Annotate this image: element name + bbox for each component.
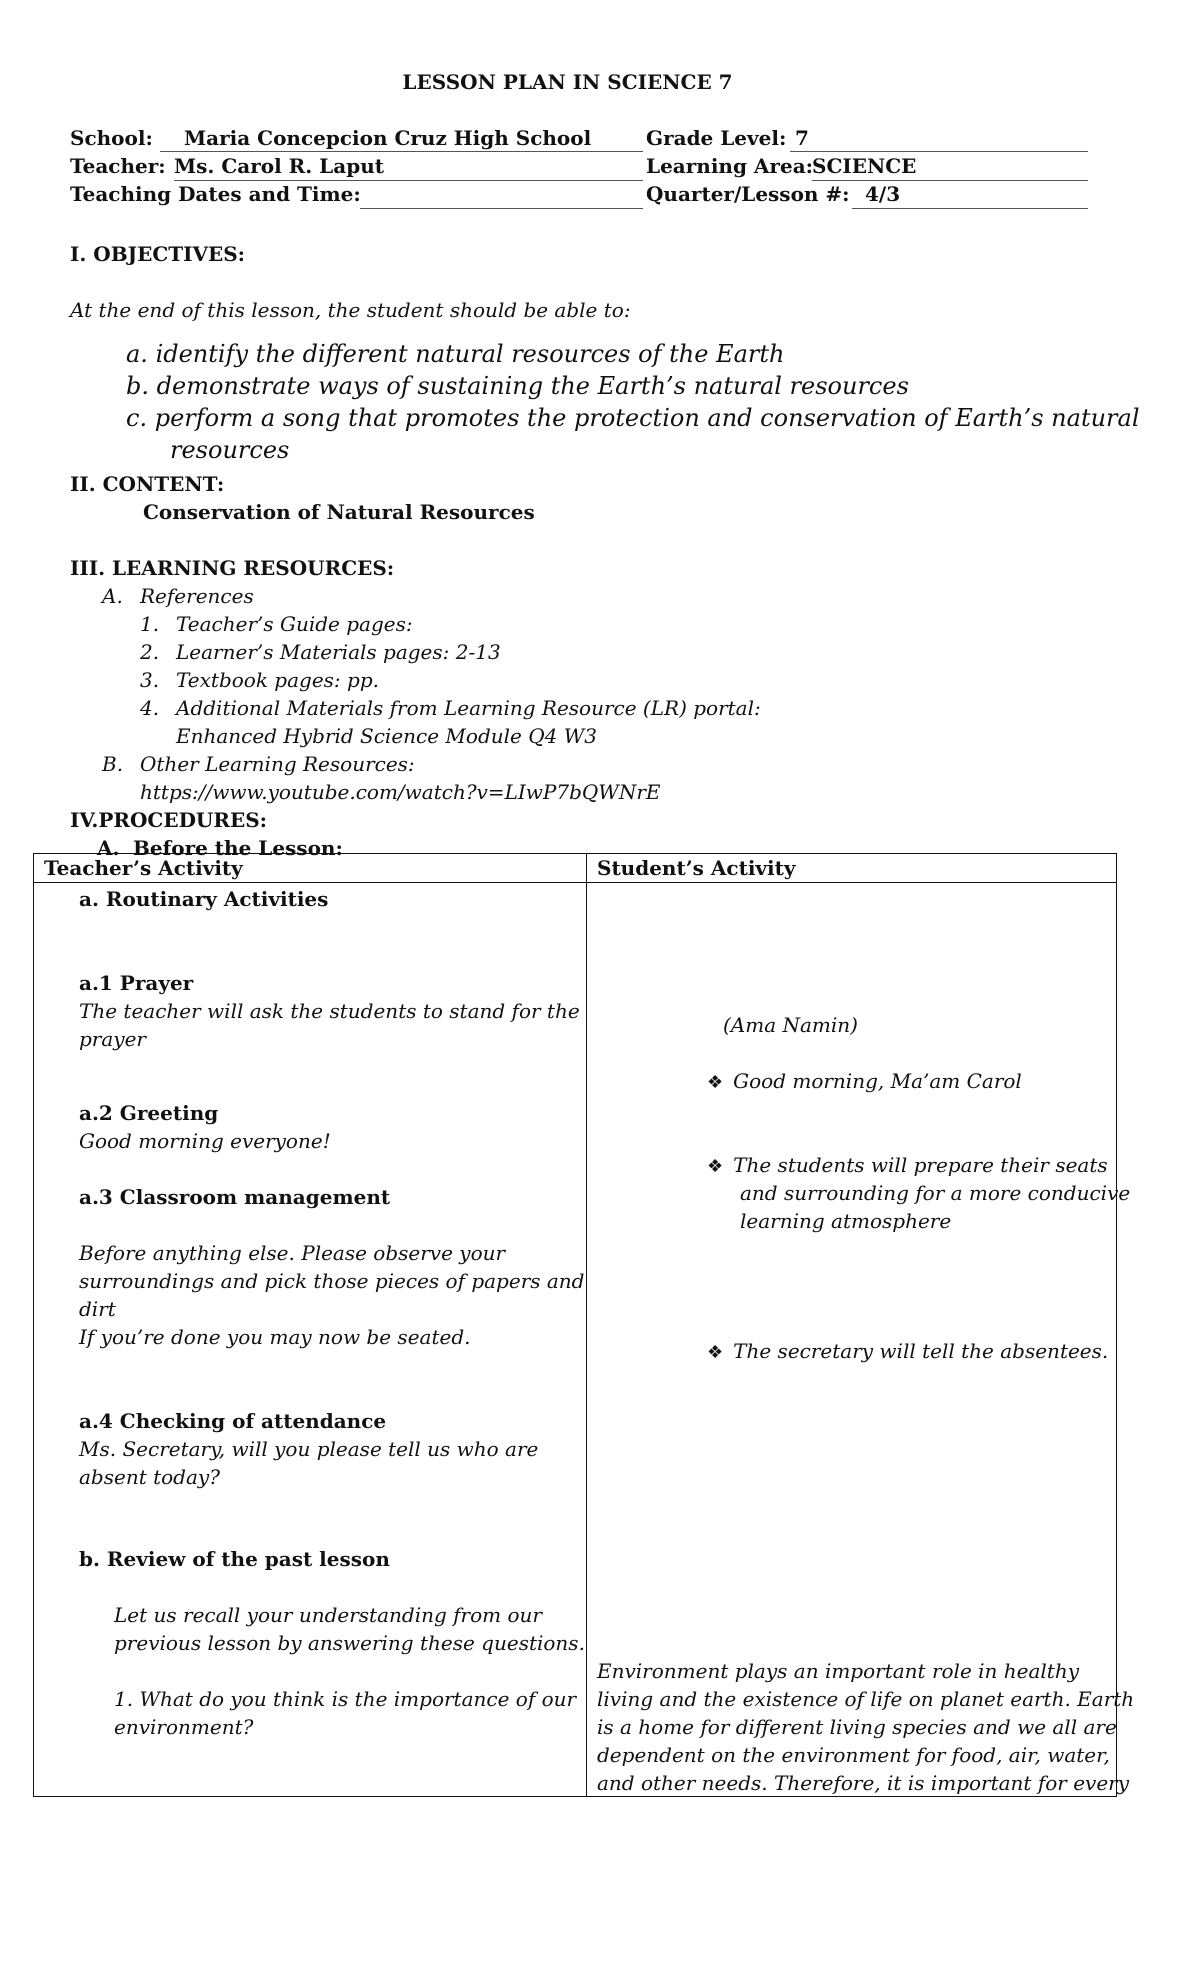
- ref-4-num: 4.: [140, 696, 160, 720]
- before-lesson-marker: A.: [97, 836, 120, 860]
- attendance-heading: a.4 Checking of attendance: [79, 1409, 387, 1433]
- ref-a-label: References: [140, 584, 254, 608]
- ref-1-num: 1.: [140, 612, 160, 636]
- management-line-1: Before anything else. Please observe your: [79, 1241, 506, 1265]
- resource-url[interactable]: https://www.youtube.com/watch?v=LIwP7bQWNrE: [140, 780, 661, 804]
- ref-4-cont: Enhanced Hybrid Science Module Q4 W3: [176, 724, 597, 748]
- review-heading: b. Review of the past lesson: [79, 1547, 390, 1571]
- student-secretary-text: The secretary will tell the absentees.: [733, 1339, 1109, 1363]
- ref-4-text: Additional Materials from Learning Resource (LR) portal:: [176, 696, 761, 720]
- objectives-heading: I. OBJECTIVES:: [70, 242, 246, 266]
- management-heading: a.3 Classroom management: [79, 1185, 391, 1209]
- content-topic: Conservation of Natural Resources: [143, 500, 535, 524]
- ref-2-num: 2.: [140, 640, 160, 664]
- ref-2-text: Learner’s Materials pages: 2-13: [176, 640, 501, 664]
- management-line-2: surroundings and pick those pieces of papers and: [79, 1269, 585, 1293]
- teacher-value: Ms. Carol R. Laput: [174, 154, 384, 178]
- question-1-line-1: 1. What do you think is the importance of our: [114, 1687, 577, 1711]
- student-prepare-line-2: and surrounding for a more conducive: [740, 1181, 1131, 1205]
- greeting-heading: a.2 Greeting: [79, 1101, 219, 1125]
- ref-b-label: Other Learning Resources:: [140, 752, 415, 776]
- objective-c: c. perform a song that promotes the protection and conservation of Earth’s natural: [126, 404, 1140, 432]
- student-prepare-line-1: The students will prepare their seats: [733, 1153, 1108, 1177]
- school-label: School:: [70, 126, 153, 150]
- prayer-line-1: The teacher will ask the students to stand for the: [79, 999, 580, 1023]
- student-secretary: [707, 1339, 1108, 1363]
- resources-heading: III. LEARNING RESOURCES:: [70, 556, 395, 580]
- objective-a: a. identify the different natural resources of the Earth: [126, 340, 785, 368]
- environment-line-1: Environment plays an important role in healthy: [597, 1659, 1080, 1683]
- review-line-1: Let us recall your understanding from our: [114, 1603, 542, 1627]
- area-value: SCIENCE: [812, 154, 917, 178]
- environment-line-2: living and the existence of life on planet earth. Earth: [597, 1687, 1135, 1711]
- environment-line-4: dependent on the environment for food, air, water,: [597, 1743, 1110, 1767]
- diamond-bullet-icon: ❖: [707, 1342, 724, 1363]
- student-activity-cell: [587, 883, 1135, 1797]
- ref-3-num: 3.: [140, 668, 160, 692]
- greeting-line-1: Good morning everyone!: [79, 1129, 331, 1153]
- attendance-line-2: absent today?: [79, 1465, 220, 1489]
- prayer-heading: a.1 Prayer: [79, 971, 194, 995]
- objective-b: b. demonstrate ways of sustaining the Earth’s natural resources: [126, 372, 909, 400]
- dates-label: Teaching Dates and Time:: [70, 182, 361, 206]
- diamond-bullet-icon: ❖: [707, 1072, 724, 1093]
- quarter-value: 4/3: [865, 182, 901, 206]
- activity-table: [33, 853, 1135, 1797]
- grade-value: 7: [795, 126, 809, 150]
- col-teacher-header: Teacher’s Activity: [34, 854, 587, 883]
- table-row: [34, 883, 1117, 1797]
- objectives-intro: At the end of this lesson, the student should be able to:: [70, 298, 631, 322]
- environment-line-3: is a home for different living species and we all are: [597, 1715, 1117, 1739]
- ref-1-text: Teacher’s Guide pages:: [176, 612, 413, 636]
- teacher-underline: [174, 180, 643, 181]
- objective-c-cont: resources: [170, 436, 290, 464]
- environment-line-5: and other needs. Therefore, it is important for every: [597, 1771, 1130, 1795]
- ref-a-marker: A.: [102, 584, 123, 608]
- before-lesson-heading: Before the Lesson:: [133, 836, 343, 860]
- prayer-line-2: prayer: [79, 1027, 146, 1051]
- management-line-3: dirt: [79, 1297, 116, 1321]
- content-heading: II. CONTENT:: [70, 472, 225, 496]
- area-label: Learning Area:: [646, 154, 814, 178]
- ref-3-text: Textbook pages: pp.: [176, 668, 379, 692]
- grade-underline: [790, 151, 1088, 152]
- diamond-bullet-icon: ❖: [707, 1156, 724, 1177]
- student-prepare: [707, 1153, 1108, 1177]
- area-underline: [812, 180, 1088, 181]
- col-student-header: Student’s Activity: [587, 854, 1117, 883]
- quarter-underline: [852, 208, 1088, 209]
- school-value: Maria Concepcion Cruz High School: [184, 126, 592, 150]
- ref-b-marker: B.: [102, 752, 124, 776]
- teacher-activity-cell: [34, 883, 587, 1797]
- grade-label: Grade Level:: [646, 126, 787, 150]
- ama-namin-text: (Ama Namin): [723, 1013, 858, 1037]
- question-1-line-2: environment?: [114, 1715, 254, 1739]
- dates-underline: [360, 208, 643, 209]
- review-line-2: previous lesson by answering these questions.: [114, 1631, 585, 1655]
- school-underline: [160, 151, 643, 152]
- teacher-label: Teacher:: [70, 154, 166, 178]
- attendance-line-1: Ms. Secretary, will you please tell us who are: [79, 1437, 539, 1461]
- routinary-heading: a. Routinary Activities: [79, 887, 329, 911]
- table-header-row: [34, 854, 1117, 883]
- student-greeting-text: Good morning, Ma’am Carol: [733, 1069, 1022, 1093]
- management-line-4: If you’re done you may now be seated.: [79, 1325, 471, 1349]
- procedures-heading: IV.PROCEDURES:: [70, 808, 268, 832]
- quarter-label: Quarter/Lesson #:: [646, 182, 850, 206]
- student-prepare-line-3: learning atmosphere: [740, 1209, 952, 1233]
- page-title: LESSON PLAN IN SCIENCE 7: [402, 70, 733, 94]
- student-greeting: [707, 1069, 1022, 1093]
